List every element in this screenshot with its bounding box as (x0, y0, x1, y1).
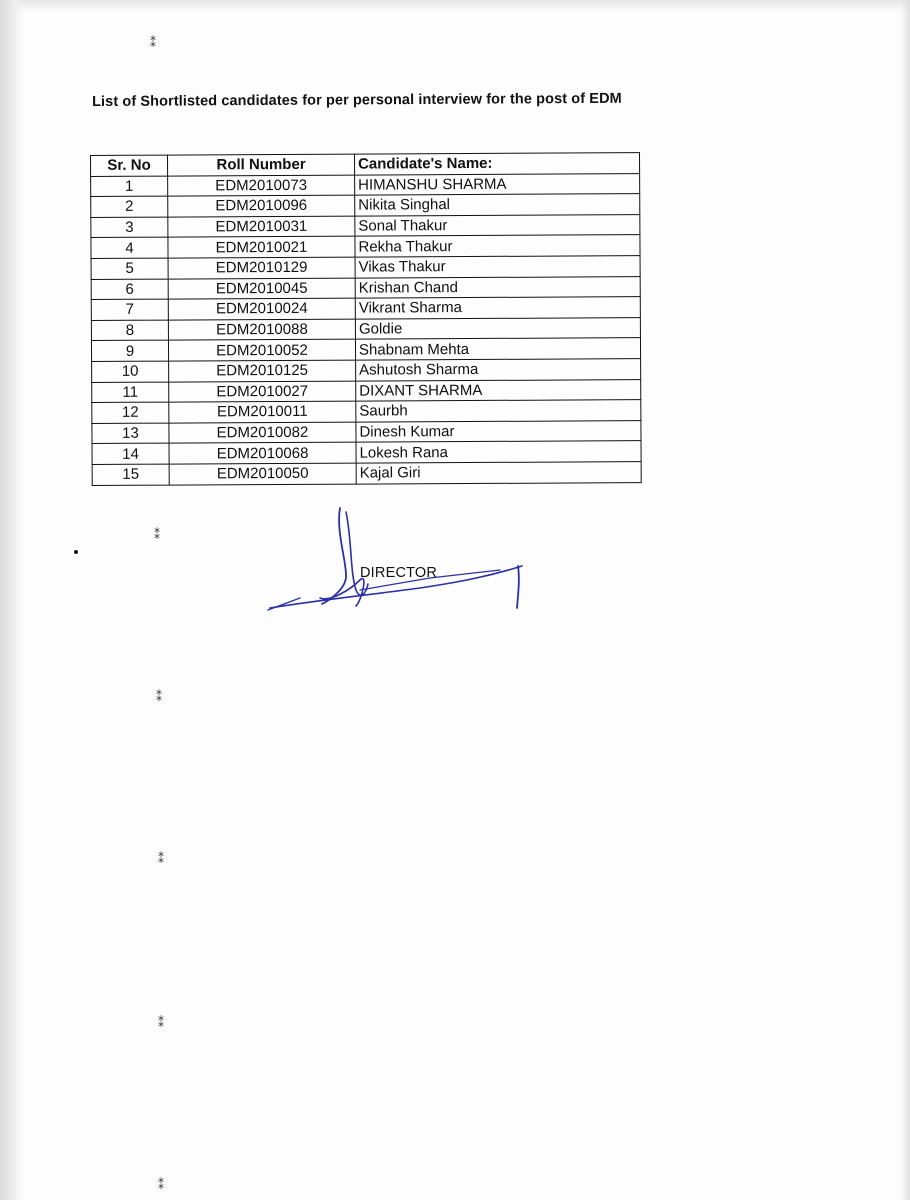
table-row (91, 173, 640, 196)
cell-roll: EDM2010088 (168, 319, 355, 341)
cell-roll: EDM2010068 (169, 442, 356, 464)
cell-name: Shabnam Mehta (355, 338, 640, 360)
cell-name: Rekha Thakur (355, 235, 640, 257)
cell-roll: EDM2010073 (168, 175, 355, 197)
cell-name: Goldie (355, 317, 640, 339)
cell-roll: EDM2010011 (169, 401, 356, 423)
table-row (91, 235, 640, 258)
punch-mark-icon: ⁑ (156, 690, 162, 704)
cell-sr: 1 (91, 176, 168, 197)
cell-roll: EDM2010096 (168, 195, 355, 217)
cell-name: Dinesh Kumar (356, 420, 641, 442)
cell-sr: 2 (91, 196, 168, 217)
cell-name: Vikas Thakur (355, 256, 640, 278)
table-row (92, 462, 641, 485)
scan-edge-left (0, 0, 24, 1200)
table-row (91, 276, 640, 299)
punch-mark-icon: ⁑ (154, 528, 160, 542)
scan-edge-right (900, 0, 910, 1200)
cell-roll: EDM2010125 (169, 360, 356, 382)
cell-sr: 11 (92, 382, 169, 403)
document-title: List of Shortlisted candidates for per personal interview for the post of EDM (92, 90, 622, 110)
table-row (91, 317, 640, 340)
punch-mark-icon: ⁑ (158, 852, 164, 866)
punch-mark-icon: ⁑ (158, 1016, 164, 1030)
cell-sr: 13 (92, 423, 169, 444)
cell-roll: EDM2010045 (168, 278, 355, 300)
cell-name: Vikrant Sharma (355, 297, 640, 319)
cell-sr: 10 (92, 361, 169, 382)
table-row (91, 256, 640, 279)
header-candidate-name: Candidate's Name: (354, 153, 639, 175)
director-label: DIRECTOR (360, 565, 438, 581)
cell-sr: 5 (91, 258, 168, 279)
cell-name: DIXANT SHARMA (356, 379, 641, 401)
cell-sr: 9 (91, 340, 168, 361)
cell-name: Sonal Thakur (355, 214, 640, 236)
cell-roll: EDM2010052 (168, 339, 355, 361)
cell-name: HIMANSHU SHARMA (355, 173, 640, 195)
cell-name: Lokesh Rana (356, 441, 641, 463)
cell-roll: EDM2010129 (168, 257, 355, 279)
header-sr-no: Sr. No (91, 155, 168, 176)
cell-sr: 7 (91, 299, 168, 320)
cell-roll: EDM2010031 (168, 216, 355, 238)
table-header-row (91, 153, 640, 176)
cell-name: Krishan Chand (355, 276, 640, 298)
cell-name: Ashutosh Sharma (356, 359, 641, 381)
table-row (91, 297, 640, 320)
candidates-table (90, 152, 642, 485)
cell-roll: EDM2010027 (169, 381, 356, 403)
table-row (92, 379, 641, 402)
table-row (92, 441, 641, 464)
cell-sr: 3 (91, 217, 168, 238)
cell-sr: 12 (92, 402, 169, 423)
table-row (92, 420, 641, 443)
cell-sr: 6 (91, 279, 168, 300)
table-row (91, 214, 640, 237)
table-row (92, 359, 641, 382)
header-roll-number: Roll Number (168, 154, 355, 176)
table-row (92, 400, 641, 423)
cell-roll: EDM2010050 (169, 463, 356, 485)
cell-name: Nikita Singhal (355, 194, 640, 216)
cell-name: Kajal Giri (356, 462, 641, 484)
punch-mark-icon: ⁑ (150, 36, 156, 50)
cell-sr: 4 (91, 237, 168, 258)
table-row (91, 194, 640, 217)
punch-mark-icon: ⁑ (158, 1178, 164, 1192)
cell-roll: EDM2010021 (168, 236, 355, 258)
cell-sr: 15 (92, 464, 169, 485)
table-row (91, 338, 640, 361)
signature-strokes (268, 508, 522, 610)
speck-dot (74, 550, 78, 554)
cell-roll: EDM2010024 (168, 298, 355, 320)
candidates-table-wrapper (90, 152, 642, 485)
cell-sr: 14 (92, 443, 169, 464)
cell-sr: 8 (91, 320, 168, 341)
cell-roll: EDM2010082 (169, 422, 356, 444)
cell-name: Saurbh (356, 400, 641, 422)
scan-edge-top (0, 0, 910, 12)
